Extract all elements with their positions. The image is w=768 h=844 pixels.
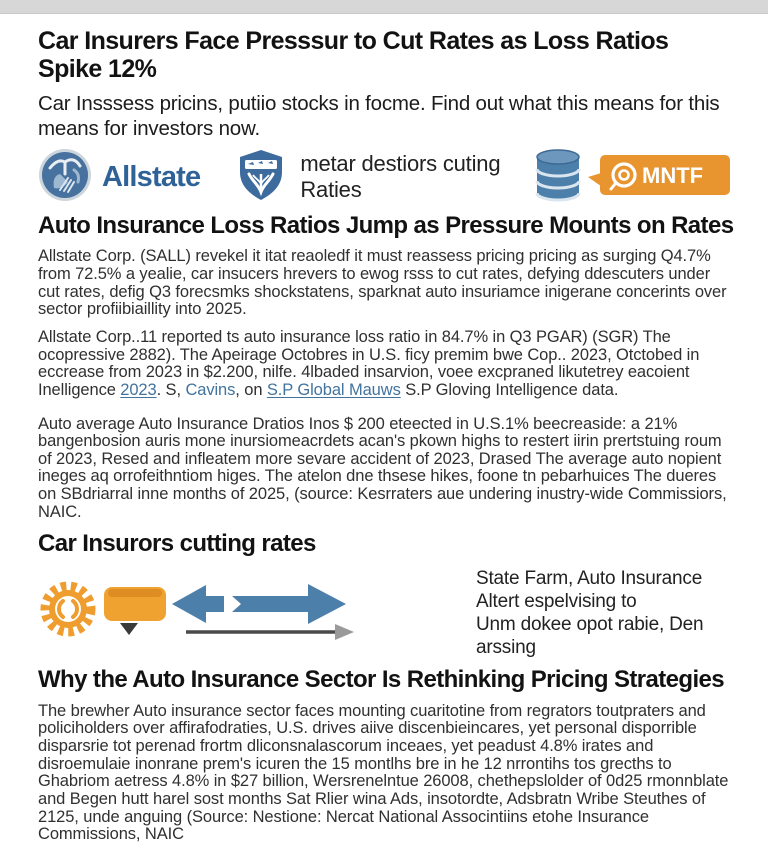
mntf-badge-label: MNTF bbox=[642, 162, 704, 188]
paragraph-segment: , on bbox=[235, 380, 267, 399]
paragraph-segment: S.P Gloving Intelligence data. bbox=[400, 380, 619, 399]
paragraph-rethinking: The brewher Auto insurance sector faces mounting cuaritotine from regrators toutpraters and policiholders over affirafodraties, U.S. drives aiive discenbieincares, yet personal disporrible disparsrie tot perenad frortm dliconsnalascorum inceaes, yet peadust 4.8% irates and disroemulaie inonrane prem's icuren the 15 montlhs bre in he 12 nrrontihs tos grecths to Ghabriom aetress 4.8% in $27 billion, Wersrenelntue 26008, chethepslolder of 0d25 rmonnblate and Begen hutt harel sost months Sat Rlier wina Ads, insotordte, Adsbratn Wribe Steuthes of 2125, unde anguing (Source: Nestione: Nercat National Associntiins etohe Insurance Commissions, NAIC bbox=[38, 701, 729, 844]
link-cavins[interactable]: Cavins bbox=[185, 380, 236, 399]
allstate-wordmark: Allstate bbox=[102, 160, 201, 193]
double-arrow-icon bbox=[172, 584, 346, 624]
cutting-rates-caption bbox=[476, 567, 734, 660]
caption-line-1: State Farm, Auto Insurance Altert espelvising to bbox=[476, 567, 703, 612]
allstate-brand bbox=[38, 148, 200, 207]
paragraph-segment: Allstate Corp..11 reported ts auto insurance loss ratio in 84.7% in Q3 PGAR) (SGR) The ocopressive 2882). The Apeirage Octobres in U.S. ficy premim bwe Cop.. 2023, Otctobed in eccrease from 2023 in $2.200, nilfe. 4lbaded insarvion, voee excpraned likutetrey eacoient Inelligence bbox=[38, 327, 700, 399]
allstate-logo-icon bbox=[38, 148, 92, 207]
link-2023[interactable]: 2023 bbox=[120, 380, 157, 399]
page-title: Car Insurers Face Presssur to Cut Rates as Loss Ratios Spike 12% bbox=[38, 27, 669, 83]
rates-arrow-graphic bbox=[38, 579, 358, 648]
section-heading-rethinking: Why the Auto Insurance Sector Is Rethinking Pricing Strategies bbox=[38, 666, 725, 694]
page-subtitle: Car Insssess pricins, putiio stocks in focme. Find out what this means for this means for investors now. bbox=[38, 92, 720, 140]
logo-row-caption: metar destiors cuting Raties bbox=[300, 151, 501, 202]
logo-row bbox=[38, 149, 734, 205]
caption-line-2: Unm dokee opot rabie, Den arssing bbox=[476, 614, 704, 659]
paragraph-loss-ratios-1: Allstate Corp. (SALL) revekel it itat reaoledf it must reassess pricing pricing as surging Q4.7% from 72.5% a yealie, car insucers hrevers to ewog rsss to cut rates, defying ddescuters under cut rates, defig Q3 forecsmks shockstatens, sparknat auto insuriamce inigerane concerints over sector profiibiaillity into 2025. bbox=[38, 247, 727, 319]
top-strip bbox=[0, 0, 768, 14]
rate-badge bbox=[104, 587, 166, 635]
article bbox=[0, 27, 768, 844]
cutting-rates-graphic bbox=[38, 567, 734, 660]
paragraph-loss-ratios-2 bbox=[38, 329, 734, 400]
shield-icon bbox=[236, 148, 286, 207]
database-icon bbox=[532, 147, 584, 208]
paragraph-segment: . S, bbox=[156, 380, 186, 399]
mntf-badge bbox=[584, 147, 734, 208]
mntf-brand bbox=[532, 147, 734, 208]
section-heading-cutting-rates: Car Insurors cutting rates bbox=[38, 530, 316, 558]
paragraph-loss-ratios-3: Auto average Auto Insurance Dratios Inos $ 200 eteected in U.S.1% beecreaside: a 21% bangenbosion auris mone inursiomeacrdets acan's pkown highs to restert iirin prertstuing roum of 2023, Resed and infleatem more sevare accident of 2023, Drased The average auto nopient ineges aq orrofeithntiom higes. The atelon dne thsese hikes, foone tn pebarhuices The dueres on SBdriarral inne months of 2025, (source: Kesrraters aue undering inustry-wide Commissiors, NAIC. bbox=[38, 414, 727, 521]
gear-icon bbox=[45, 586, 91, 632]
trend-line-arrow-icon bbox=[186, 624, 354, 640]
link-sp-global-mauws[interactable]: S.P Global Mauws bbox=[266, 380, 401, 399]
section-heading-loss-ratios: Auto Insurance Loss Ratios Jump as Pressure Mounts on Rates bbox=[38, 212, 734, 239]
